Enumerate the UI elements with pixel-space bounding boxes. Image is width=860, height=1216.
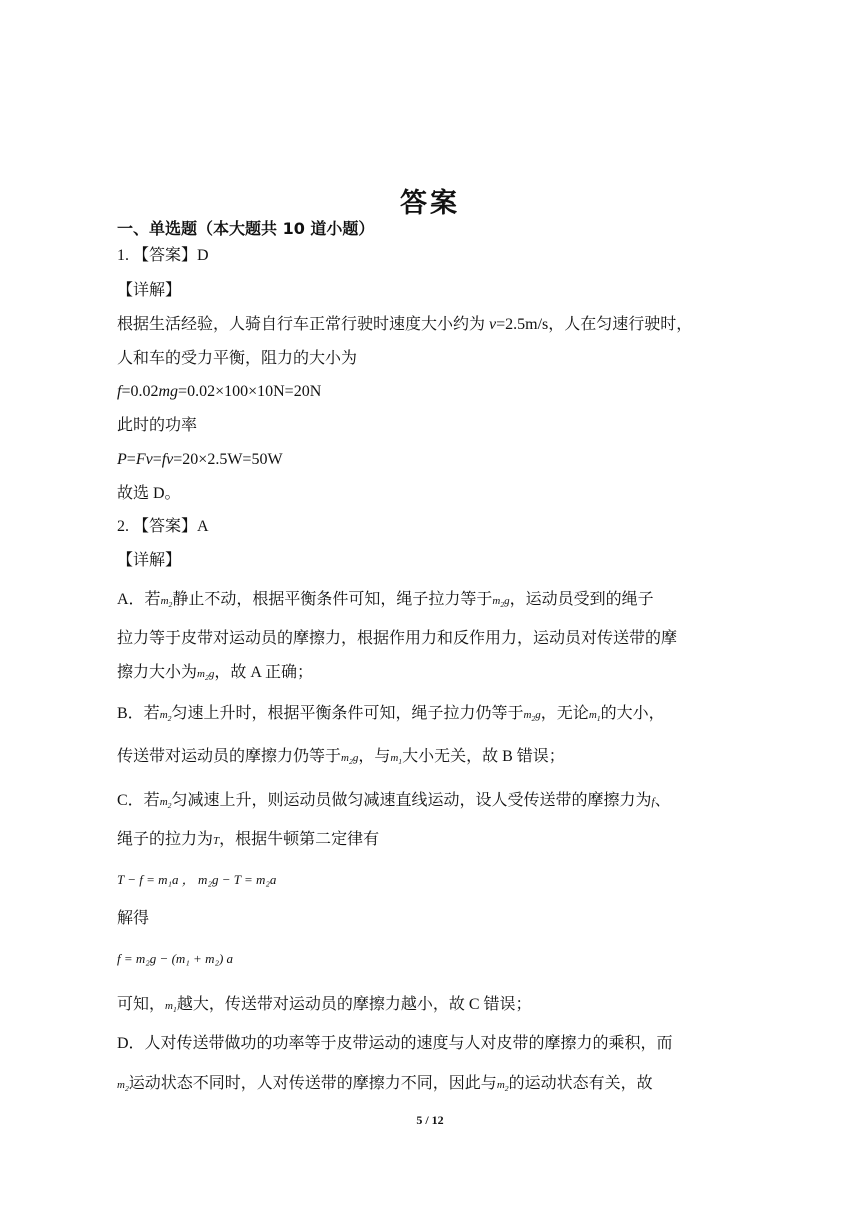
q2-detail-label: 【详解】: [117, 552, 182, 569]
q2-option-c-line-2: 绳子的拉力为T，根据牛顿第二定律有: [117, 831, 380, 848]
section-heading: 一、单选题（本大题共 10 道小题）: [117, 219, 375, 238]
page-title: 答案: [400, 188, 460, 219]
q2-option-b-line-1: B．若$m_2$匀速上升时，根据平衡条件可知，绳子拉力仍等于$m_2g$，无论$m_1$的大小，: [117, 705, 665, 723]
q2-answer: 2. 【答案】A: [117, 518, 209, 535]
q2-option-c-line-1: C．若$m_2$匀减速上升，则运动员做匀减速直线运动，设人受传送带的摩擦力为f、: [117, 792, 671, 810]
page-number: 5 / 12: [416, 1113, 444, 1127]
q1-equation-2: P=Fv=fv=20×2.5W=50W: [117, 451, 283, 468]
q1-answer: 1. 【答案】D: [117, 247, 209, 264]
q2-option-d-line-1: D．人对传送带做功的功率等于皮带运动的速度与人对皮带的摩擦力的乘积，而: [117, 1035, 673, 1052]
q2-option-a-line-2: 拉力等于皮带对运动员的摩擦力，根据作用力和反作用力，运动员对传送带的摩: [117, 630, 678, 647]
q2-solve-label: 解得: [117, 910, 150, 927]
q2-option-b-line-2: 传送带对运动员的摩擦力仍等于$m_2g$，与$m_1$大小无关，故 B 错误；: [117, 748, 565, 766]
q1-paragraph-2: 人和车的受力平衡，阻力的大小为: [117, 350, 358, 367]
q1-equation-1: f=0.02mg=0.02×100×10N=20N: [117, 383, 322, 400]
q2-option-d-line-2: $m_2$运动状态不同时，人对传送带的摩擦力不同，因此与$m_2$的运动状态有关，故: [117, 1075, 653, 1093]
q1-paragraph-3: 此时的功率: [117, 417, 198, 434]
q2-equation-3: T − f = m₁a ， m₂g − T = m₂a: [117, 872, 277, 887]
q1-paragraph-1: 根据生活经验，人骑自行车正常行驶时速度大小约为 v=2.5m/s，人在匀速行驶时，: [117, 316, 693, 333]
q1-conclusion: 故选 D。: [117, 485, 181, 502]
q2-option-a-line-3: 擦力大小为$m_2g$，故 A 正确；: [117, 664, 313, 682]
q2-option-a-line-1: A．若$m_2$静止不动，根据平衡条件可知，绳子拉力等于$m_2g$，运动员受到的绳子: [117, 591, 654, 609]
q2-equation-4: f = m₂g − (m₁ + m₂) a: [117, 951, 234, 966]
q1-detail-label: 【详解】: [117, 282, 182, 299]
q2-option-c-line-3: 可知，$m_1$越大，传送带对运动员的摩擦力越小，故 C 错误；: [117, 996, 532, 1014]
